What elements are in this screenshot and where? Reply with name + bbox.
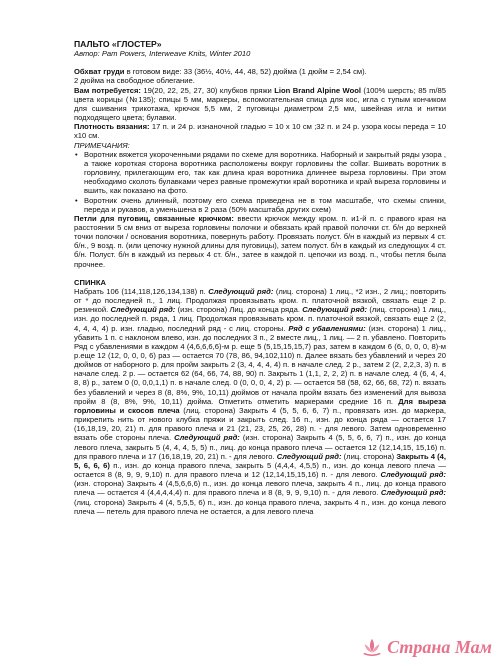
notes-bullet-scale: • Воротник очень длинный, поэтому его схема приведена не в том масштабе, что схемы спинки, переда и рукавов, а уменьшена в 2 раза (50% масштаба других схем) xyxy=(84,196,446,214)
back-instructions-segment: (изн. сторона) 1 лиц., убавить 1 п. с наклоном влево, изн. до последних 3 п., 2 вместе лиц., 1 лиц. — 2 п. убавлено. Повторить Ряд с убавлениями в каждом 4 (4,6,6,6,6)-м р. еще 5 (5,15,15,15,7) раз, затем в каждом 6 (6, 0, 0, 0, 8)-м р.еще 12 (12, 0, 0, 0, 6) раз — остается 70 (78, 86, 94,102,110) п. Далее вязать без убавлений и через 20 дюймов от наборного р. для пройм закрыть 2 (3, 4, 4, 4, 4) п. в начале след. 2 р., затем 2 (2, 2,2,3, 3) п. в начале след. 2 р. — остается 62 (64, 66, 74, 88, 90) п. Закрыть 1 (1,1, 2, 2, 2) п. в начале след. 4 (6, 4, 4, 8, 8) р., затем 0 (0, 0,0,1,1) п. в начале след. 0 (0, 0, 0, 4, 2) р. — остается 58 (58, 62, 66, 68, 72) п. вязать без убавлений и через 8 (8, 8%, 9%, 10,11) дюймов от начала пройм вязать без изменений для вывоза пройм 8 (8, 8%, 9%, 10,11) дюйма. Отметить отметить маркерами средние 16 п. xyxy=(74,323,447,406)
back-instructions-segment: (изн. сторона) Лиц. до конца ряда. xyxy=(175,305,303,315)
button-loops-text: ввести крючок между кром. п. и1-й п. с правого края на расстоянии 5 см вниз от выреза горловины полочки и обвязать край правой полочки ст. б/н до верхней точки полочки / основания воротника, повернуть работу. Провязать полуст. б/н в каждый из первых 4 ст. б/н., 9 возд. п. (или цепочку нужной длины для пуговицы), затем полуст. б/н в каждый из следующих 4 ст. б/н. Полуст. б/н в каждый из первых 4 ст. б/н., затее в каждой п. цепочки из возд. п., чтобы петля была прочнее. xyxy=(74,213,447,269)
chest-text: в готовом виде: 33 (36½, 40½, 44, 48, 52) дюйма (1 дюйм = 2,54 см). xyxy=(124,67,367,77)
notes-bullet-collar: • Воротник вяжется укороченными рядами по схеме для воротника. Наборный и закрытый ряды узора , а также короткая сторона воротника расположены вокруг горловины the collar. Вшивать воротник в горловину, прилегающим его, так как длина края воротника длиннее выреза горловины. При этом необходимо сколоть булавками через равные промежутки край воротника и край выреза горловины и вшить, как показано на фото. xyxy=(84,150,446,196)
back-instructions-segment: Следующий ряд: xyxy=(302,305,368,315)
notes-heading xyxy=(74,141,446,150)
back-instructions-segment: Набрать 106 (114,118,126,134,138) п. xyxy=(74,286,209,296)
document-page xyxy=(74,40,446,516)
back-section-title: СПИНКА xyxy=(74,277,107,287)
materials-text-1: 19(20, 22, 25, 27, 30) клубков пряжи xyxy=(140,85,275,95)
back-instructions-segment: Следующий ряд: xyxy=(110,305,176,315)
button-loops-paragraph xyxy=(74,214,446,269)
materials-label: Вам потребуется: xyxy=(74,85,141,95)
chest-size-paragraph xyxy=(74,67,446,76)
notes-list xyxy=(74,150,446,214)
back-instructions-segment: Следующий ряд: xyxy=(208,286,274,296)
back-instructions-segment: (лиц. сторона) Закрыть 4 (5, 5, 6, 6, 7) п., провязать изн. до маркера, прикрепить нить от нового клубка пряжи и закрыть след. 16 п., изн. до конца ряда — остается 17 (16,18,19, 20, 21) п. для правого плеча и 21 (21, 23, 25, 26, 28) п. - для левого. Затем одновременно вязать обе стороны плеча. xyxy=(74,405,446,443)
back-instructions-segment: п., изн. до конца правого плеча, закрыть 5 (4,4,4, 4,5,5) п., изн. до конца левого плеча — остается 8 (8, 9, 9, 9,10) п. для правого плеча и 12 (12,14,15,15,16) п. - для левого. xyxy=(74,460,446,480)
back-instructions-segment: Следующий ряд: xyxy=(174,433,240,443)
author-line: Автор: Pam Powers, Interweave Knits, Winter 2010 xyxy=(74,49,251,59)
back-instructions-segment: (лиц. сторона) Закрыть 4 (4, 5,5,5, 6) п., изн. до конца правого плеча, закрыть 4 п., изн. до конца левого плеча — петель для правого плеча не остается, а для левого плеча xyxy=(74,497,446,516)
back-instructions-segment: Для выреза горловины и скосов плеча xyxy=(74,396,446,415)
chest-label: Обхват груди xyxy=(74,67,125,77)
back-instructions-segment: (лиц. сторона) 1 лиц., *2 изн., 2 лиц.; повторить от * до последней п., 1 лиц. Продолжая провязывать кром. п. платочной вязкой, связать еще 2 р. резинкой. xyxy=(74,286,447,315)
button-loops-label: Петли для пуговиц, связанные крючком: xyxy=(74,213,234,223)
materials-paragraph xyxy=(74,86,446,123)
back-instructions-segment: (лиц. сторона) xyxy=(341,451,397,461)
gauge-text: 17 п. и 24 р. изнаночной гладью = 10 х 10 см ;32 п. и 24 р. узора косы переда = 10 х10 см. xyxy=(74,122,446,141)
back-instructions-segment: Ряд с убавлениями: xyxy=(288,323,366,333)
materials-text-2: (100% шерсть; 85 m/85 цвета корицы (№135); спицы 5 мм, маркеры, вспомогательная спица для кос, игла с тупым кончиком для сшивания трикотажа, крючок 5,5 мм, 2 пуговицы диаметром 2,5 мм, швейная игла и нитки подходящего цвета; булавки. xyxy=(74,85,446,123)
watermark-text: Страна Мам xyxy=(387,636,492,657)
lotus-logo-icon xyxy=(361,636,383,658)
site-watermark xyxy=(361,636,492,658)
back-instructions xyxy=(74,287,446,516)
notes-label: ПРИМЕЧАНИЯ: xyxy=(74,140,130,150)
yarn-name: Lion Brand Alpine Wool xyxy=(274,85,361,95)
back-instructions-segment: Закрыть 4 (4, 5, 6, 6, 6) xyxy=(74,451,447,470)
back-instructions-segment: (лиц. сторона) 1 лиц., изн. до последней п. ряда, 1 лиц. Продолжая провязывать кром. п. платочной вязкой, связать еще 2 (2, 4, 4, 4, 4) р. изн. гладью, последний ряд - с лиц. стороны. xyxy=(74,305,446,333)
ease-line: 2 дюйма на свободное облегание. xyxy=(74,76,195,86)
back-instructions-segment: Следующий ряд: xyxy=(380,488,446,498)
gauge-paragraph xyxy=(74,122,446,140)
document-title: ПАЛЬТО «ГЛОСТЕР» xyxy=(74,39,162,49)
back-instructions-segment: (изн. сторона) Закрыть 4 (4,5,6,6,6) п., изн. до конца левого плеча, закрыть 4 п., лиц. до конца правого плеча — остается 4 (4,4,4,4,4) п. для правого плеча и 8 (8, 9, 9, 9,10) п. - для левого. xyxy=(74,479,446,498)
back-instructions-segment: Следующий ряд: xyxy=(380,470,446,480)
gauge-label: Плотность вязания: xyxy=(74,122,150,132)
back-instructions-segment: (изн. сторона) Закрыть 4 (5, 5, 6, 6, 7) п., изн. до конца левого плеча, закрыть 5 (4, 4, 4, 5, 5) п., лиц. до конца правого плеча — остается 12 (12,14,15, 15,16) п. для правого плеча и 17 (16,18,19, 20, 21) п. - для левого. xyxy=(74,433,447,461)
back-instructions-segment: Следующий ряд: xyxy=(276,451,342,461)
